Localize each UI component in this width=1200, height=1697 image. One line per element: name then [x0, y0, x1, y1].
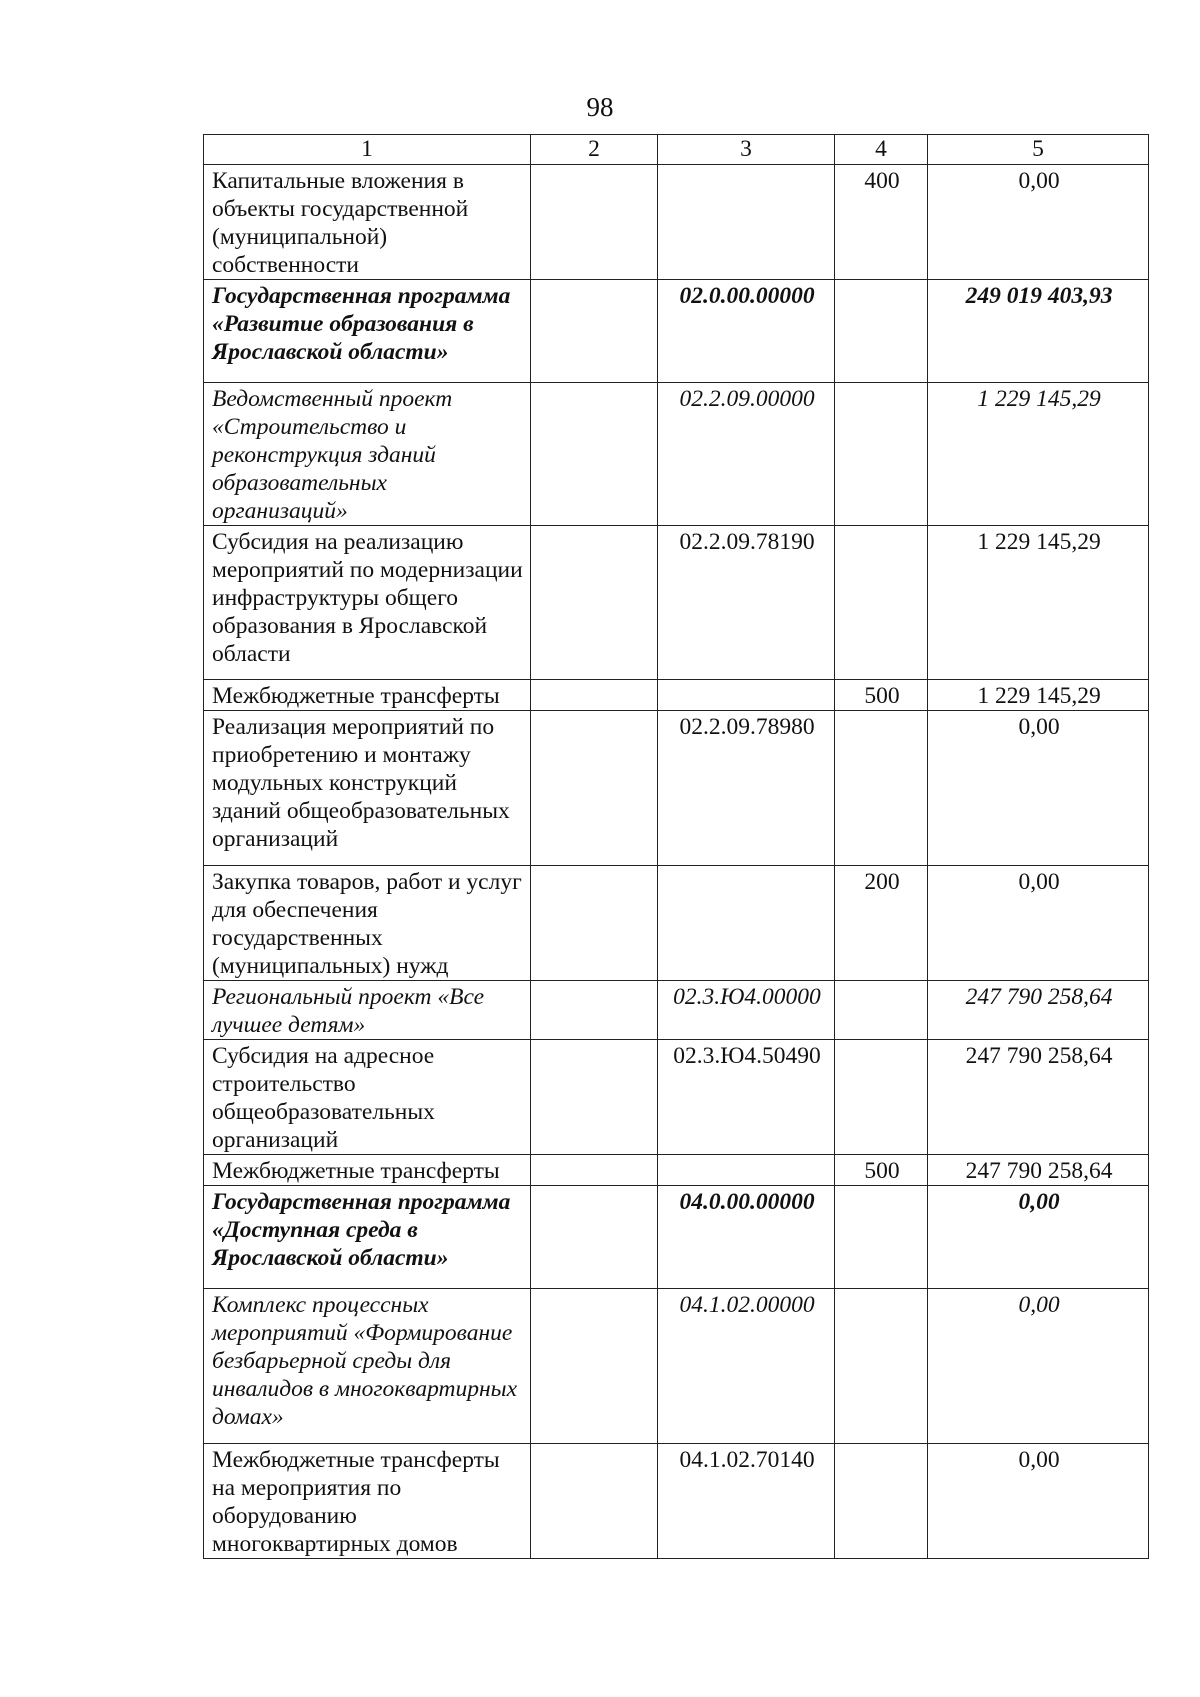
- row-code-cell: 02.2.09.00000: [658, 383, 835, 526]
- row-col2-cell: [531, 711, 658, 866]
- row-vr-cell: 500: [835, 680, 928, 711]
- row-name-cell: Ведомственный проект «Строительство и реконструкция зданий образовательных организаций»: [204, 383, 531, 526]
- row-code-cell: 04.1.02.00000: [658, 1289, 835, 1444]
- row-amount-cell: 0,00: [928, 1444, 1149, 1559]
- row-amount-cell: 0,00: [928, 1186, 1149, 1289]
- row-code-cell: [658, 866, 835, 981]
- table-row: [204, 680, 1149, 711]
- row-name-cell: Межбюджетные трансферты: [204, 1155, 531, 1186]
- row-vr-cell: [835, 711, 928, 866]
- row-code-cell: [658, 680, 835, 711]
- row-amount-cell: 0,00: [928, 1289, 1149, 1444]
- page-number: 98: [586, 92, 614, 122]
- row-name-cell: Субсидия на реализацию мероприятий по модернизации инфраструктуры общего образования в Ярославской области: [204, 526, 531, 680]
- row-col2-cell: [531, 280, 658, 383]
- row-code-cell: 02.3.Ю4.50490: [658, 1040, 835, 1155]
- row-col2-cell: [531, 165, 658, 280]
- row-name-cell: Субсидия на адресное строительство общеобразовательных организаций: [204, 1040, 531, 1155]
- row-vr-cell: [835, 280, 928, 383]
- table-row: [204, 981, 1149, 1040]
- row-col2-cell: [531, 1289, 658, 1444]
- row-col2-cell: [531, 1040, 658, 1155]
- row-code-cell: 02.2.09.78190: [658, 526, 835, 680]
- row-vr-cell: [835, 1444, 928, 1559]
- row-name-cell: Государственная программа «Доступная среда в Ярославской области»: [204, 1186, 531, 1289]
- row-amount-cell: 249 019 403,93: [928, 280, 1149, 383]
- table-header-row: [204, 135, 1149, 165]
- row-vr-cell: [835, 981, 928, 1040]
- row-name-cell: Закупка товаров, работ и услуг для обеспечения государственных (муниципальных) нужд: [204, 866, 531, 981]
- row-amount-cell: 247 790 258,64: [928, 1155, 1149, 1186]
- row-code-cell: [658, 1155, 835, 1186]
- column-header-4: 4: [835, 135, 928, 165]
- row-col2-cell: [531, 1155, 658, 1186]
- table-row: [204, 165, 1149, 280]
- row-col2-cell: [531, 866, 658, 981]
- row-col2-cell: [531, 981, 658, 1040]
- budget-table: [203, 134, 1149, 1559]
- row-name-cell: Межбюджетные трансферты на мероприятия по оборудованию многоквартирных домов: [204, 1444, 531, 1559]
- row-amount-cell: 1 229 145,29: [928, 383, 1149, 526]
- row-vr-cell: [835, 1186, 928, 1289]
- table-row: [204, 1289, 1149, 1444]
- row-col2-cell: [531, 1186, 658, 1289]
- row-name-cell: Государственная программа «Развитие образования в Ярославской области»: [204, 280, 531, 383]
- row-vr-cell: [835, 1289, 928, 1444]
- row-amount-cell: 0,00: [928, 711, 1149, 866]
- column-header-2: 2: [531, 135, 658, 165]
- row-code-cell: 02.3.Ю4.00000: [658, 981, 835, 1040]
- table-row: [204, 1186, 1149, 1289]
- row-code-cell: 02.2.09.78980: [658, 711, 835, 866]
- table-row: [204, 526, 1149, 680]
- row-vr-cell: [835, 383, 928, 526]
- row-amount-cell: 247 790 258,64: [928, 1040, 1149, 1155]
- row-vr-cell: 200: [835, 866, 928, 981]
- row-col2-cell: [531, 526, 658, 680]
- column-header-1: 1: [204, 135, 531, 165]
- row-name-cell: Региональный проект «Все лучшее детям»: [204, 981, 531, 1040]
- table-body: [204, 165, 1149, 1559]
- row-code-cell: 04.0.00.00000: [658, 1186, 835, 1289]
- column-header-5: 5: [928, 135, 1149, 165]
- table-row: [204, 1155, 1149, 1186]
- table-row: [204, 1444, 1149, 1559]
- table-row: [204, 711, 1149, 866]
- row-amount-cell: 0,00: [928, 866, 1149, 981]
- row-col2-cell: [531, 383, 658, 526]
- row-amount-cell: 0,00: [928, 165, 1149, 280]
- row-code-cell: 02.0.00.00000: [658, 280, 835, 383]
- table-row: [204, 383, 1149, 526]
- row-name-cell: Межбюджетные трансферты: [204, 680, 531, 711]
- row-col2-cell: [531, 680, 658, 711]
- row-amount-cell: 247 790 258,64: [928, 981, 1149, 1040]
- row-name-cell: Комплекс процессных мероприятий «Формирование безбарьерной среды для инвалидов в многоквартирных домах»: [204, 1289, 531, 1444]
- table-row: [204, 1040, 1149, 1155]
- row-amount-cell: 1 229 145,29: [928, 680, 1149, 711]
- row-vr-cell: [835, 1040, 928, 1155]
- row-col2-cell: [531, 1444, 658, 1559]
- row-name-cell: Капитальные вложения в объекты государственной (муниципальной) собственности: [204, 165, 531, 280]
- row-code-cell: 04.1.02.70140: [658, 1444, 835, 1559]
- row-code-cell: [658, 165, 835, 280]
- row-vr-cell: [835, 526, 928, 680]
- table-row: [204, 866, 1149, 981]
- row-vr-cell: 400: [835, 165, 928, 280]
- column-header-3: 3: [658, 135, 835, 165]
- row-vr-cell: 500: [835, 1155, 928, 1186]
- table-row: [204, 280, 1149, 383]
- row-amount-cell: 1 229 145,29: [928, 526, 1149, 680]
- row-name-cell: Реализация мероприятий по приобретению и монтажу модульных конструкций зданий общеобразовательных организаций: [204, 711, 531, 866]
